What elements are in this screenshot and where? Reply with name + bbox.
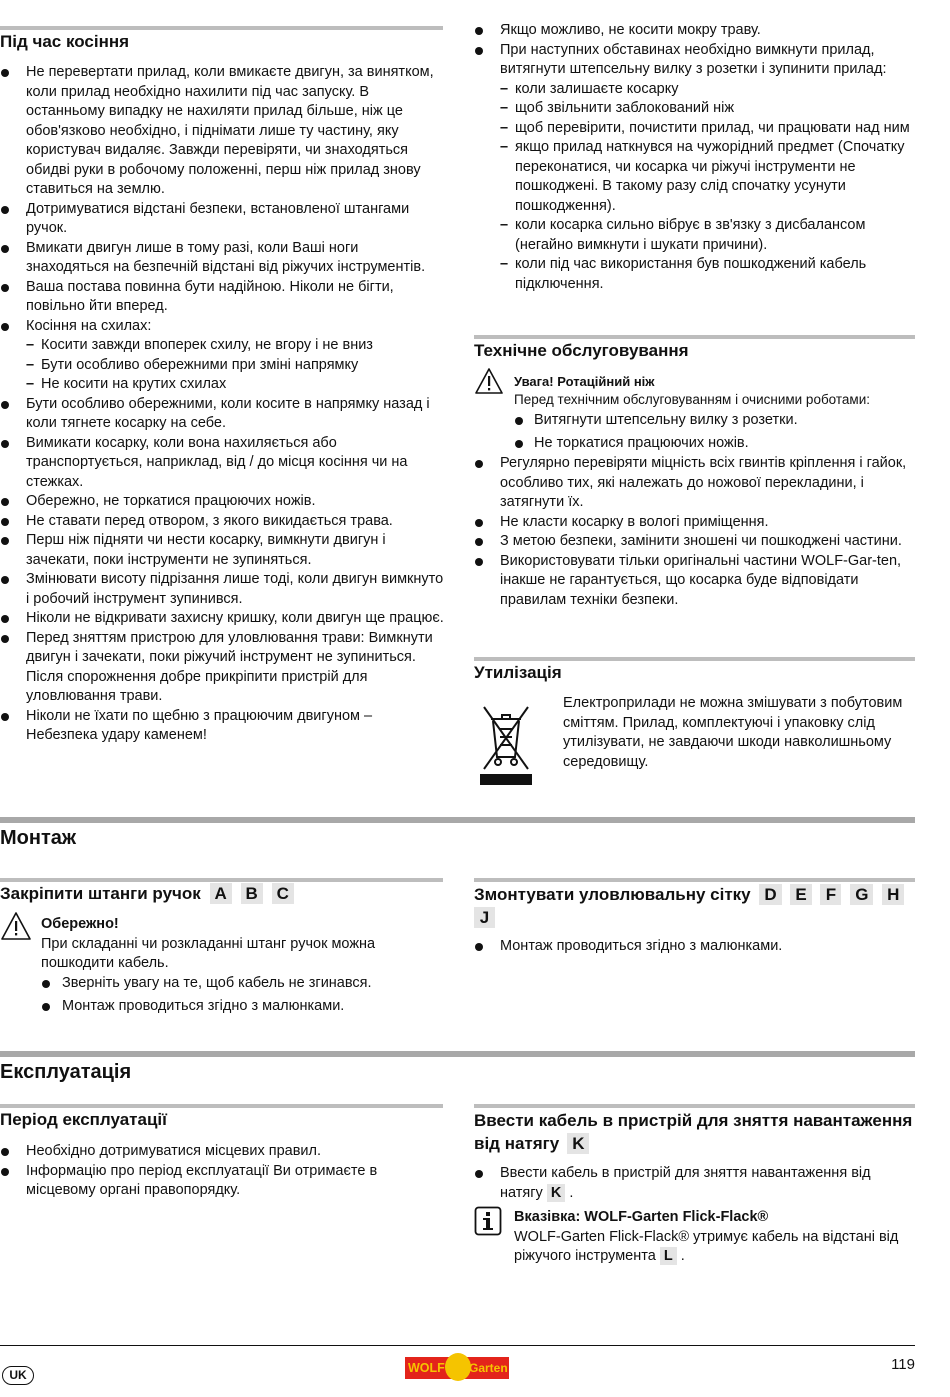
figure-tag: A (210, 883, 232, 904)
sub-item: – Косити завжди впоперек схилу, не вгору і не вниз (26, 336, 445, 356)
sub-item: – коли косарка сильно вібрує в зв'язку з дисбалансом (негайно вимкнути і шукати причини). (500, 216, 919, 255)
handles-list (41, 974, 441, 1017)
right-top-list (474, 21, 919, 294)
info-icon (474, 1206, 502, 1236)
sub-item: – Бути особливо обережними при зміні напрямку (26, 356, 445, 376)
catcher-list-container (474, 937, 919, 957)
sub-item: – Не косити на крутих схилах (26, 375, 445, 395)
sub-item: – щоб звільнити заблокований ніж (500, 99, 919, 119)
section-rule (474, 878, 915, 882)
slope-sublist (26, 336, 445, 395)
sub-item: – коли під час використання був пошкоджений кабель підключення. (500, 255, 919, 294)
figure-tag: J (474, 907, 495, 928)
note-text: WOLF-Garten Flick-Flack® утримує кабель на відстані від ріжучого інструмента (514, 1228, 899, 1264)
mowing-list-container (0, 63, 445, 746)
list-item: Вмикати двигун лише в тому разі, коли Ваші ноги знаходяться на безпечній відстані від ріжучих інструментів. (0, 239, 445, 278)
list-item: Використовувати тільки оригінальні частини WOLF-Gar-ten, інакше не гарантується, що косарка буде відповідати правилам техніки безпеки. (474, 552, 919, 611)
sub-item: – коли залишаєте косарку (500, 80, 919, 100)
cable-note (514, 1208, 914, 1267)
logo-emblem (445, 1353, 471, 1381)
cable-heading (474, 1109, 919, 1155)
list-item: Витягнути штепсельну вилку з розетки. (514, 411, 919, 431)
maintenance-list (474, 454, 919, 610)
note-text-wrap: WOLF-Garten Flick-Flack® утримує кабель на відстані від ріжучого інструмента L . (514, 1228, 899, 1264)
list-item: Перш ніж підняти чи нести косарку, вимкнути двигун і зачекати, поки інструменти не зупиняться. (0, 531, 445, 570)
mowing-title: Під час косіння (0, 32, 130, 51)
list-item-circumstances (474, 41, 919, 295)
warning-title: Увага! Ротаційний ніж (514, 374, 655, 389)
list-item: Дотримуватися відстані безпеки, встановленої штангами ручок. (0, 200, 445, 239)
list-item: Змінювати висоту підрізання лише тоді, коли двигун вимкнуто і робочий інструмент зупинився. (0, 570, 445, 609)
figure-tag: K (567, 1133, 589, 1154)
figure-tag: C (272, 883, 294, 904)
weee-bin-icon (476, 697, 536, 787)
figure-tag: B (241, 883, 263, 904)
section-rule (474, 657, 915, 661)
catcher-list (474, 937, 919, 957)
warning-title: Обережно! (41, 916, 119, 932)
maintenance-title: Технічне обслуговування (474, 341, 689, 360)
section-rule (0, 878, 443, 882)
logo-text-right: Garten (469, 1361, 508, 1375)
list-item: Необхідно дотримуватися місцевих правил. (0, 1142, 420, 1162)
figure-tag: H (882, 884, 904, 905)
cable-item-text: Ввести кабель в пристрій для зняття навантаження від натягу (500, 1165, 871, 1201)
list-item: Зверніть увагу на те, щоб кабель не згинався. (41, 974, 441, 994)
wolf-garten-logo (405, 1353, 509, 1381)
cable-title-line2: від натягу (474, 1134, 560, 1153)
maintenance-list-container (474, 454, 919, 610)
list-item: Не перевертати прилад, коли вмикаєте двигун, за винятком, коли прилад необхідно нахилити під час запуску. В останньому випадку не нахиляти прилад більше, ніж це обов'язково необхідно, і піднімати лише ту частину, яку користувач видаляє. Завжди перевіряти, чи знаходяться обидві руки в робочому положенні, перш ніж прилад знову ставиться на землю. (0, 63, 445, 200)
figure-tag: D (759, 884, 781, 905)
list-item: З метою безпеки, замінити зношені чи пошкоджені частини. (474, 532, 919, 552)
cable-title-line1: Ввести кабель в пристрій для зняття навантаження (474, 1111, 913, 1130)
cable-list-container (474, 1164, 904, 1203)
list-item: Обережно, не торкатися працюючих ножів. (0, 492, 445, 512)
disposal-text: Електроприлади не можна змішувати з побутовим сміттям. Прилад, комплектуючі і упаковку слід утилізувати, не завдаючи шкоди навколишньому середовищу. (563, 695, 903, 770)
list-item-slopes (0, 317, 445, 395)
sub-item: – якщо прилад наткнувся на чужорідний предмет (Спочатку переконатися, чи косарка чи ріжучі інструменти не пошкоджені. В такому разу слід спочатку усунути пошкодження). (500, 138, 919, 216)
list-item: Ніколи не відкривати захисну кришку, коли двигун ще працює. (0, 609, 445, 629)
major-rule (0, 817, 915, 823)
list-item: Перед зняттям пристрою для уловлювання трави: Вимкнути двигун і зачекати, поки ріжучий інструмент не зупиниться. Після спорожнення добре прикріпити пристрій для уловлювання трави. (0, 629, 445, 707)
list-item: Ваша постава повинна бути надійною. Ніколи не бігти, повільно йти вперед. (0, 278, 445, 317)
list-item: Не класти косарку в вологі приміщення. (474, 513, 919, 533)
figure-tag: E (790, 884, 811, 905)
list-item: Інформацію про період експлуатації Ви отримаєте в місцевому органі правопорядку. (0, 1162, 420, 1201)
logo-text-left: WOLF (408, 1361, 445, 1375)
handles-heading (0, 883, 445, 905)
list-item: Якщо можливо, не косити мокру траву. (474, 21, 919, 41)
catcher-heading (474, 883, 919, 929)
operation-title: Експлуатація (0, 1061, 132, 1083)
list-item: Бути особливо обережними, коли косите в напрямку назад і коли тягнете косарку на себе. (0, 395, 445, 434)
catcher-title: Змонтувати уловлювальну сітку (474, 885, 751, 904)
section-rule (474, 335, 915, 339)
warning-icon (474, 367, 504, 395)
figure-tag: F (820, 884, 841, 905)
cable-list (474, 1164, 904, 1203)
handles-title: Закріпити штанги ручок (0, 884, 201, 903)
footer-rule (0, 1345, 915, 1346)
list-item: Регулярно перевіряти міцність всіх гвинтів кріплення і гайок, особливо тих, які належать до ножової перекладини, і затягнути їх. (474, 454, 919, 513)
circumstances-sublist (500, 80, 919, 295)
list-item: Не ставати перед отвором, з якого викидається трава. (0, 512, 445, 532)
period-title: Період експлуатації (0, 1110, 167, 1129)
sub-item: – щоб перевірити, почистити прилад, чи працювати над ним (500, 119, 919, 139)
list-item: Монтаж проводиться згідно з малюнками. (474, 937, 919, 957)
section-rule (0, 26, 443, 30)
major-rule (0, 1051, 915, 1057)
period-list (0, 1142, 420, 1201)
slopes-label: Косіння на схилах: (26, 317, 152, 334)
warning-text: Перед технічним обслуговуванням і очисними роботами: (514, 392, 871, 407)
section-rule (0, 1104, 443, 1108)
handles-warning (41, 915, 441, 1017)
list-item: Не торкатися працюючих ножів. (514, 434, 919, 454)
list-item: Ніколи не їхати по щебню з працюючим двигуном – Небезпека удару каменем! (0, 707, 445, 746)
period-list-container (0, 1142, 420, 1201)
maintenance-warning (514, 373, 919, 453)
warning-icon (0, 911, 32, 941)
disposal-title: Утилізація (474, 663, 562, 682)
circumstances-intro: При наступних обставинах необхідно вимкнути прилад, витягнути штепсельну вилку з розетки і зупинити прилад: (500, 41, 887, 77)
mowing-list (0, 63, 445, 746)
right-top-container (474, 21, 919, 294)
figure-tag: G (850, 884, 873, 905)
page-number: 119 (891, 1356, 915, 1373)
section-rule (474, 1104, 915, 1108)
figure-tag: L (660, 1247, 677, 1265)
figure-tag: K (547, 1184, 565, 1202)
warning-text: При складанні чи розкладанні штанг ручок можна пошкодити кабель. (41, 935, 376, 971)
note-title: Вказівка: WOLF-Garten Flick-Flack® (514, 1209, 769, 1225)
language-badge: UK (2, 1366, 34, 1385)
list-item: Монтаж проводиться згідно з малюнками. (41, 997, 441, 1017)
warning-list (514, 411, 919, 453)
assembly-title: Монтаж (0, 827, 77, 849)
list-item: Вимикати косарку, коли вона нахиляється або транспортується, наприклад, від / до місця косіння чи на стежках. (0, 434, 445, 493)
list-item: Ввести кабель в пристрій для зняття навантаження від натягу K . (474, 1164, 904, 1203)
